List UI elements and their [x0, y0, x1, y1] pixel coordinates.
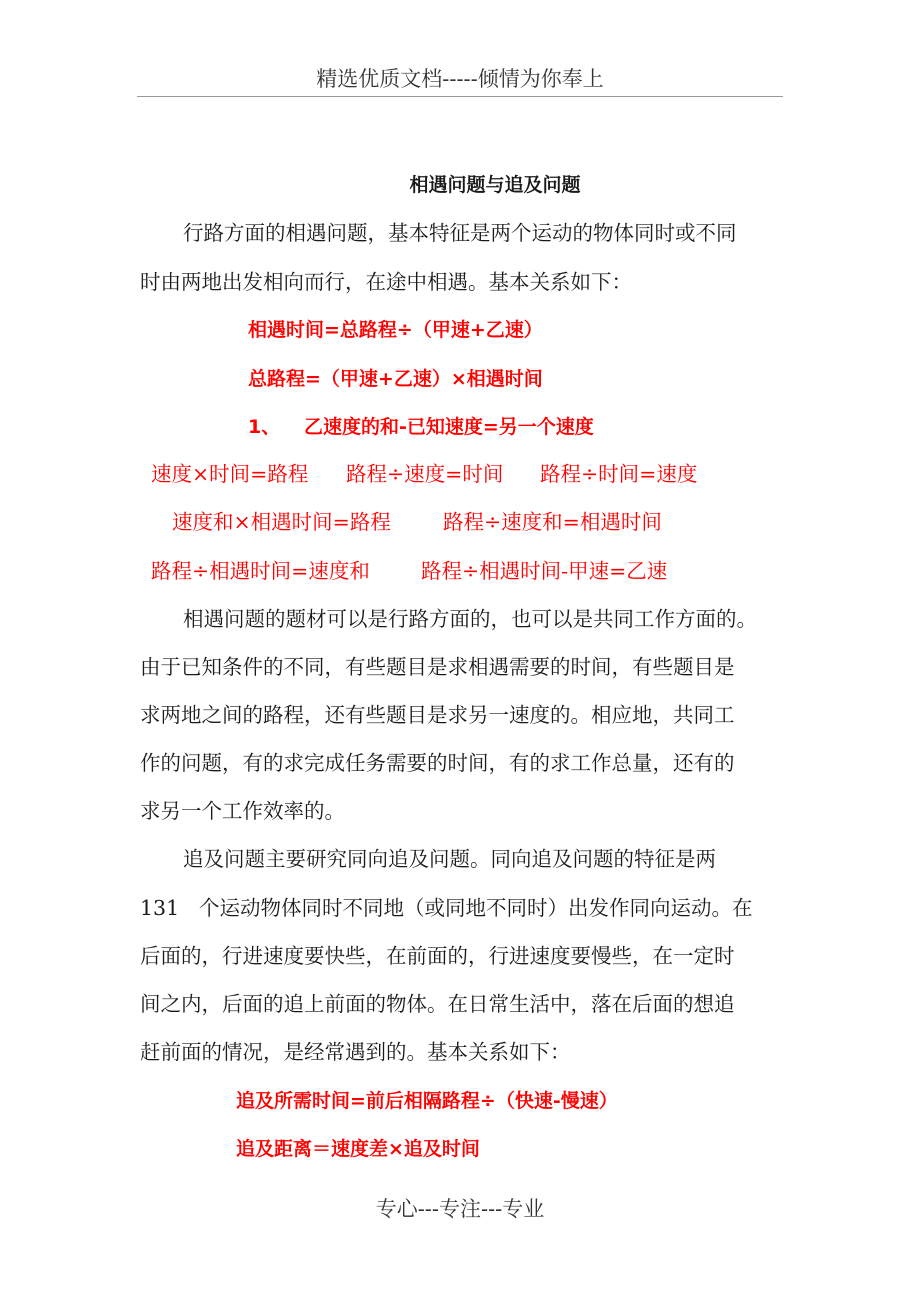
para3-line3: 后面的，行进速度要快些，在前面的，行进速度要慢些，在一定时 [140, 944, 735, 968]
formula-other-speed: 乙速度的和-已知速度=另一个速度 [304, 416, 594, 438]
formula-chase-distance: 追及距离＝速度差×追及时间 [236, 1138, 480, 1160]
page-number: 131 [140, 896, 180, 920]
formula-item-number: 1、 [248, 416, 281, 438]
para1-line2: 时由两地出发相向而行，在途中相遇。基本关系如下： [140, 270, 632, 294]
rule-distance-meeting-time: 路程÷相遇时间=速度和 [151, 559, 370, 583]
para2-line3: 求两地之间的路程，还有些题目是求另一速度的。相应地，共同工 [140, 703, 735, 727]
para3-line5: 赶前面的情况，是经常遇到的。基本关系如下： [140, 1040, 571, 1064]
rule-distance-speed-sum: 路程÷速度和=相遇时间 [443, 510, 662, 534]
rule-distance-time: 路程÷时间=速度 [540, 462, 698, 486]
rule-speed-time: 速度×时间=路程 [151, 462, 309, 486]
rule-speed-b: 路程÷相遇时间-甲速=乙速 [421, 559, 668, 583]
rule-speed-sum-time: 速度和×相遇时间=路程 [172, 510, 391, 534]
para3-line4: 间之内，后面的追上前面的物体。在日常生活中，落在后面的想追 [140, 992, 735, 1016]
rule-distance-speed: 路程÷速度=时间 [346, 462, 504, 486]
document-title: 相遇问题与追及问题 [409, 174, 581, 196]
para1-line1: 行路方面的相遇问题，基本特征是两个运动的物体同时或不同 [183, 221, 737, 245]
formula-meeting-time: 相遇时间=总路程÷（甲速+乙速） [248, 319, 543, 341]
para2-line1: 相遇问题的题材可以是行路方面的，也可以是共同工作方面的。 [183, 607, 757, 631]
para2-line2: 由于已知条件的不同，有些题目是求相遇需要的时间，有些题目是 [140, 655, 735, 679]
para2-line5: 求另一个工作效率的。 [140, 799, 345, 823]
page-footer: 专心---专注---专业 [375, 1197, 545, 1221]
header-divider [137, 96, 783, 97]
para3-line1: 追及问题主要研究同向追及问题。同向追及问题的特征是两 [183, 847, 716, 871]
para3-line2: 个运动物体同时不同地（或同地不同时）出发作同向运动。在 [199, 896, 753, 920]
formula-chase-time: 追及所需时间=前后相隔路程÷（快速-慢速） [236, 1090, 618, 1112]
para2-line4: 作的问题，有的求完成任务需要的时间，有的求工作总量，还有的 [140, 751, 735, 775]
page-header: 精选优质文档-----倾情为你奉上 [316, 67, 604, 91]
formula-total-distance: 总路程=（甲速+乙速）×相遇时间 [248, 368, 543, 390]
